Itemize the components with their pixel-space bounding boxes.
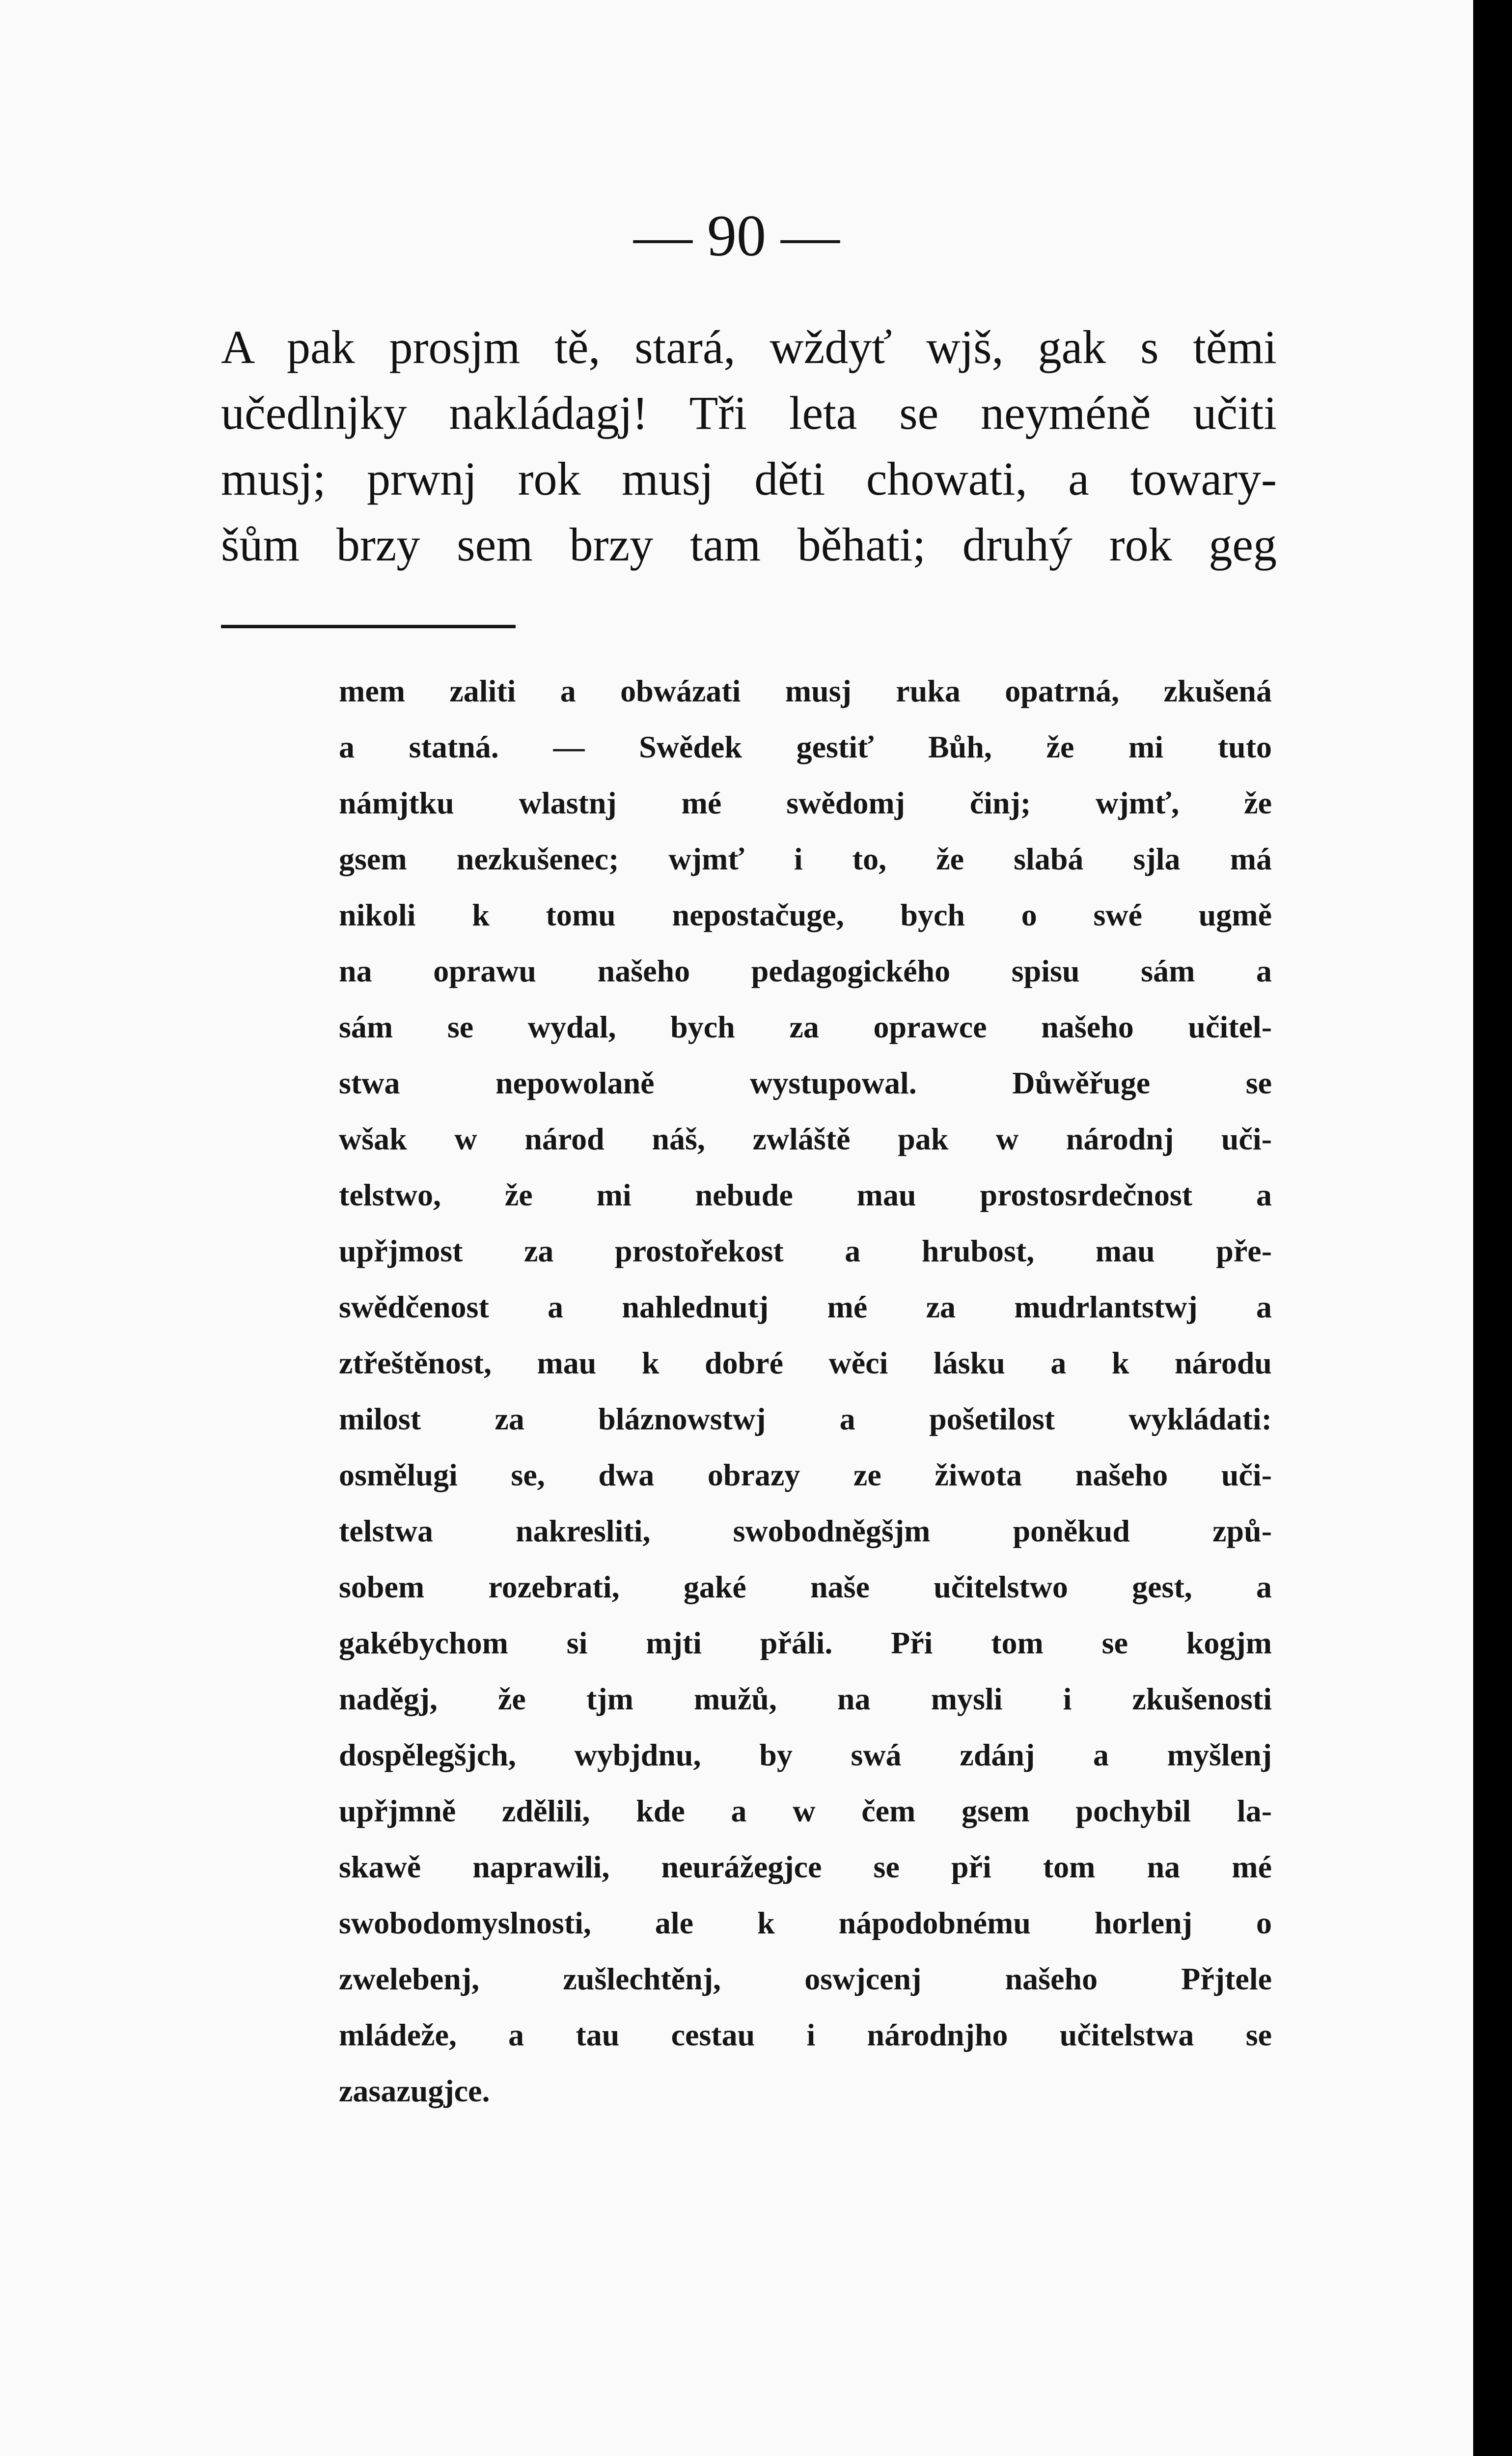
page-number: — 90 — <box>633 203 840 268</box>
main-text-line: A pak prosjm tě, stará, wždyť wjš, gak s těmi <box>221 321 1277 373</box>
footnote-separator <box>221 625 516 628</box>
footnote-line: nikoli k tomu nepostačuge, bych o swé ugmě <box>339 897 1272 932</box>
footnote-line: ztřeštěnost, mau k dobré wěci lásku a k národu <box>339 1345 1272 1380</box>
footnote-line: wšak w národ náš, zwláště pak w národnj uči- <box>339 1121 1272 1156</box>
main-text-line: učedlnjky nakládagj! Tři leta se neyméně učiti <box>221 387 1277 439</box>
footnote-line: na oprawu našeho pedagogického spisu sám a <box>339 953 1272 988</box>
footnote-line: osmělugi se, dwa obrazy ze žiwota našeho uči- <box>339 1457 1272 1492</box>
footnote-line: zasazugjce. <box>339 2073 490 2108</box>
scan-edge-border <box>1473 0 1512 2456</box>
footnote-line: zwelebenj, zušlechtěnj, oswjcenj našeho Přjtele <box>339 1961 1272 1996</box>
footnote-line: upřjmně zdělili, kde a w čem gsem pochybil la- <box>339 1793 1272 1828</box>
footnote-line: stwa nepowolaně wystupowal. Důwěřuge se <box>339 1065 1272 1100</box>
main-text-line: šům brzy sem brzy tam běhati; druhý rok geg <box>221 518 1277 571</box>
footnote-line: gakébychom si mjti přáli. Při tom se kogjm <box>339 1625 1272 1660</box>
main-text-block <box>221 314 1277 578</box>
footnote-line: telstwo, že mi nebude mau prostosrdečnost a <box>339 1177 1272 1212</box>
footnote-line: skawě naprawili, neurážegjce se při tom na mé <box>339 1849 1272 1884</box>
footnote-line: swědčenost a nahlednutj mé za mudrlantstwj a <box>339 1289 1272 1324</box>
footnote-line: swobodomyslnosti, ale k nápodobnému horlenj o <box>339 1905 1272 1940</box>
footnote-line: gsem nezkušenec; wjmť i to, že slabá sjla má <box>339 841 1272 876</box>
footnote-line: sám se wydal, bych za oprawce našeho učitel- <box>339 1009 1272 1044</box>
footnote-line: mládeže, a tau cestau i národnjho učitelstwa se <box>339 2017 1272 2052</box>
footnote-line: námjtku wlastnj mé swědomj činj; wjmť, že <box>339 785 1272 820</box>
footnote-line: dospělegšjch, wybjdnu, by swá zdánj a myšlenj <box>339 1737 1272 1772</box>
footnote-line: a statná. — Swědek gestiť Bůh, že mi tuto <box>339 729 1272 764</box>
footnote-line: upřjmost za prostořekost a hrubost, mau pře- <box>339 1233 1272 1268</box>
footnote-line: naděgj, že tjm mužů, na mysli i zkušenosti <box>339 1681 1272 1716</box>
footnote-line: milost za bláznowstwj a pošetilost wykládati: <box>339 1401 1272 1436</box>
footnote-block <box>339 663 1272 2119</box>
footnote-line: sobem rozebrati, gaké naše učitelstwo gest, a <box>339 1569 1272 1604</box>
main-text-line: musj; prwnj rok musj děti chowati, a towary- <box>221 452 1277 505</box>
footnote-line: telstwa nakresliti, swobodněgšjm poněkud způ- <box>339 1513 1272 1548</box>
footnote-line: mem zaliti a obwázati musj ruka opatrná, zkušená <box>339 673 1272 708</box>
